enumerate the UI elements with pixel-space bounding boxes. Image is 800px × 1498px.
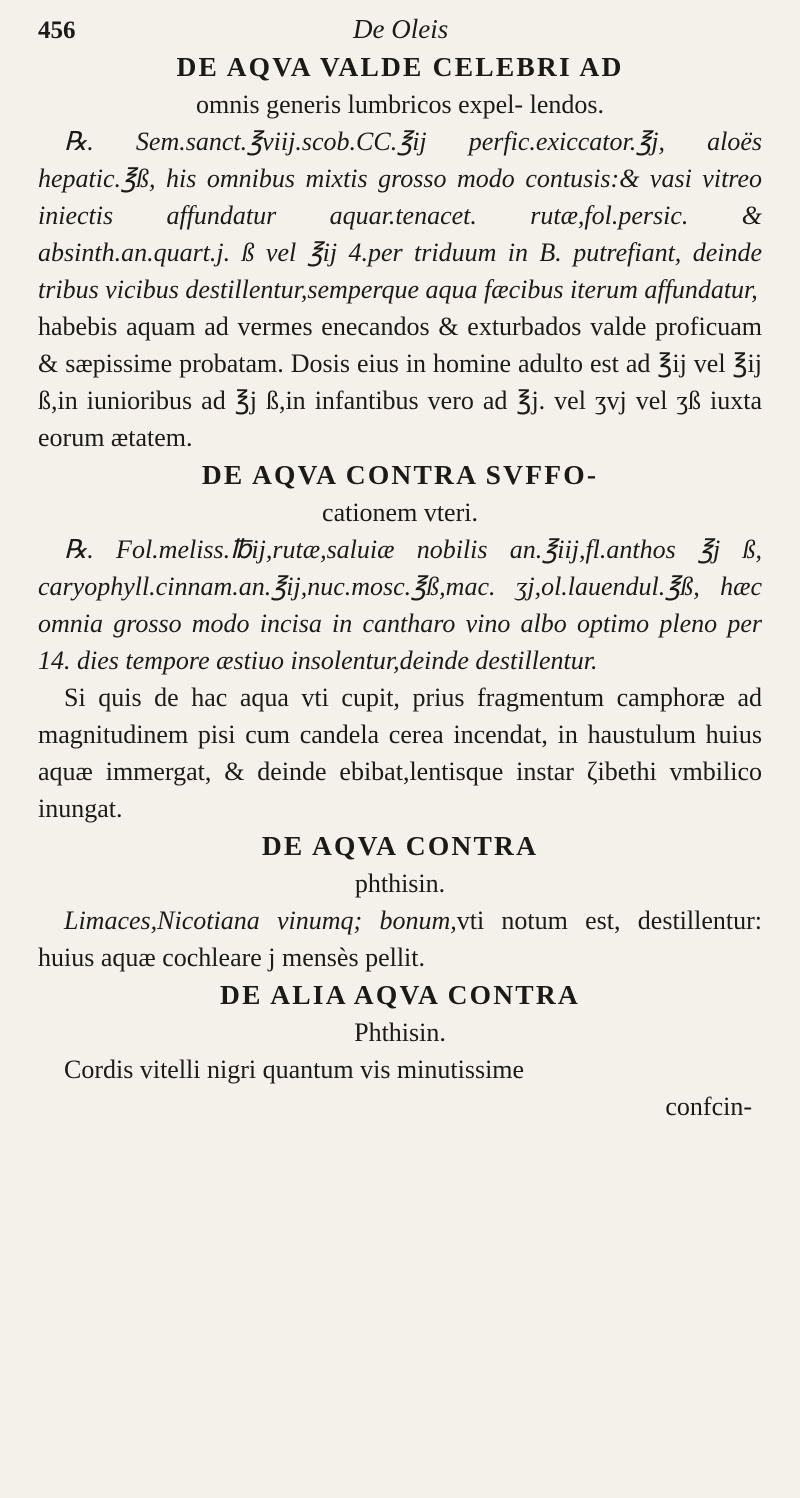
section-suffocatio: [38, 456, 762, 827]
body-text: Cordis vitelli nigri quantum vis minutissime: [64, 1055, 525, 1084]
italic-ingredients: Limaces,Nicotiana vinumq; bonum,: [64, 906, 457, 935]
body-text: habebis aquam ad vermes enecandos & exturbados valde proficuam & sæpissime probatam. Dosis eius in homine adulto est ad ℥ij vel ℥ij ß,in iunioribus ad ℥j ß,in infantibus vero ad ℥j. vel ʒvj vel ʒß iuxta eorum ætatem.: [38, 312, 762, 452]
recipe-text: ℞. Sem.sanct.℥viij.scob.CC.℥ij perfic.exiccator.℥j, aloës hepatic.℥ß, his omnibus mixtis grosso modo contusis:& vasi vitreo iniectis affundatur aquar.tenacet. rutæ,fol.persic. & absinth.an.quart.j. ß vel ℥ij 4.per triduum in B. putrefiant, deinde tribus vicibus destillentur,semperque aqua fæcibus iterum affundatur,: [38, 127, 762, 304]
section-heading: DE ALIA AQVA CONTRA: [220, 979, 580, 1010]
running-head: [38, 14, 762, 48]
catchword: confcin-: [665, 1092, 752, 1121]
page-number: 456: [38, 17, 76, 44]
body-text-mixed: [38, 902, 762, 976]
section-vermes: [38, 48, 762, 456]
section-heading: DE AQVA VALDE CELEBRI AD: [176, 51, 624, 82]
body-text: Si quis de hac aqua vti cupit, prius fragmentum camphoræ ad magnitudinem pisi cum candela cerea incendat, in haustulum huius aquæ immergat, & deinde ebibat,lentisque instar ζibethi vmbilico inungat.: [38, 683, 762, 823]
section-phthisis: [38, 827, 762, 976]
section-heading: DE AQVA CONTRA: [261, 830, 539, 861]
running-title: De Oleis: [353, 14, 449, 44]
section-subheading: Phthisin.: [354, 1018, 446, 1047]
section-subheading: omnis generis lumbricos expel- lendos.: [196, 90, 604, 119]
body-text-tail: vti notum est, destillentur: huius aquæ cochleare j mensès pellit.: [38, 906, 762, 972]
section-subheading: phthisin.: [354, 869, 446, 898]
section-phthisis-alia: [38, 976, 762, 1125]
recipe-text: ℞. Fol.meliss.℔ij,rutæ,saluiæ nobilis an.℥iij,fl.anthos ℥j ß, caryophyll.cinnam.an.℥ij,nuc.mosc.℥ß,mac. ʒj,ol.lauendul.℥ß, hæc omnia grosso modo incisa in cantharo vino albo optimo pleno per 14. dies tempore æstiuo insolentur,deinde destillentur.: [38, 535, 762, 675]
section-heading: DE AQVA CONTRA SVFFO-: [201, 459, 599, 490]
section-subheading: cationem vteri.: [322, 498, 478, 527]
